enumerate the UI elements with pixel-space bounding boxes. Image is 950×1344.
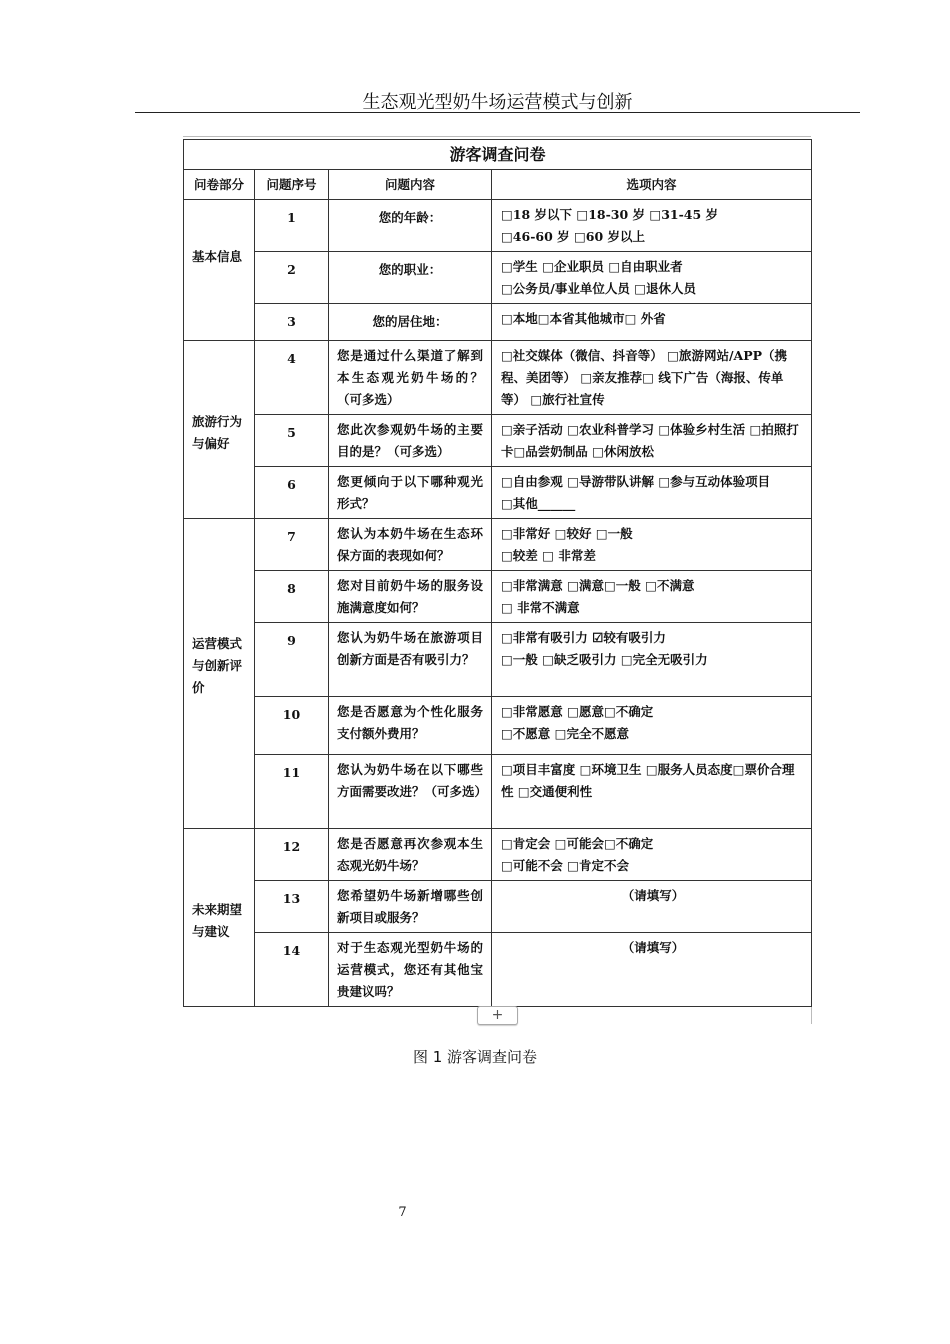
table-row xyxy=(184,697,812,755)
question-text: 您是否愿意为个性化服务支付额外费用？ xyxy=(329,697,492,755)
header-rule xyxy=(135,112,860,113)
question-text: 对于生态观光型奶牛场的运营模式，您还有其他宝贵建议吗？ xyxy=(329,933,492,1007)
option-content xyxy=(492,415,812,467)
question-number: 7 xyxy=(255,519,329,571)
question-text: 您是通过什么渠道了解到本生态观光奶牛场的？（可多选） xyxy=(329,341,492,415)
option-line: □非常有吸引力 ☑较有吸引力 xyxy=(501,630,666,645)
table-row xyxy=(184,341,812,415)
survey-table-container xyxy=(183,139,811,1007)
section-basic-info: 基本信息 xyxy=(184,200,255,341)
option-content xyxy=(492,755,812,829)
question-number: 2 xyxy=(255,252,329,304)
option-line: □学生 □企业职员 □自由职业者 xyxy=(501,259,683,274)
option-content xyxy=(492,252,812,304)
option-content xyxy=(492,829,812,881)
option-line: □项目丰富度 □环境卫生 □服务人员态度□票价合理性 □交通便利性 xyxy=(501,762,795,799)
table-row xyxy=(184,519,812,571)
option-line: □其他______ xyxy=(501,496,576,511)
question-text: 您是否愿意再次参观本生态观光奶牛场？ xyxy=(329,829,492,881)
section-future-suggestions: 未来期望与建议 xyxy=(184,829,255,1007)
option-content xyxy=(492,881,812,933)
header-options: 选项内容 xyxy=(492,170,812,200)
option-line: □非常好 □较好 □一般 xyxy=(501,526,633,541)
question-number: 1 xyxy=(255,200,329,252)
option-line: □不愿意 □完全不愿意 xyxy=(501,726,629,741)
table-row xyxy=(184,829,812,881)
option-content xyxy=(492,304,812,341)
option-line: □亲子活动 □农业科普学习 □体验乡村生活 □拍照打卡□品尝奶制品 □休闲放松 xyxy=(501,422,799,459)
table-title: 游客调查问卷 xyxy=(184,140,812,170)
question-text: 您的年龄： xyxy=(329,200,492,252)
option-line: □ 非常不满意 xyxy=(501,600,580,615)
table-row xyxy=(184,933,812,1007)
section-operation-evaluation: 运营模式与创新评价 xyxy=(184,519,255,829)
option-content xyxy=(492,467,812,519)
question-text: 您认为奶牛场在以下哪些方面需要改进？（可多选） xyxy=(329,755,492,829)
option-line: □自由参观 □导游带队讲解 □参与互动体验项目 xyxy=(501,474,771,489)
question-number: 8 xyxy=(255,571,329,623)
table-row xyxy=(184,200,812,252)
question-text: 您对目前奶牛场的服务设施满意度如何？ xyxy=(329,571,492,623)
option-line: □可能不会 □肯定不会 xyxy=(501,858,629,873)
survey-table xyxy=(183,139,812,1007)
option-content xyxy=(492,623,812,697)
question-number: 4 xyxy=(255,341,329,415)
option-line: □较差 □ 非常差 xyxy=(501,548,596,563)
fill-in-placeholder: （请填写） xyxy=(621,940,685,955)
table-row xyxy=(184,304,812,341)
question-number: 3 xyxy=(255,304,329,341)
question-number: 12 xyxy=(255,829,329,881)
question-text: 您更倾向于以下哪种观光形式？ xyxy=(329,467,492,519)
option-content xyxy=(492,341,812,415)
option-line: □肯定会 □可能会□不确定 xyxy=(501,836,654,851)
header-number: 问题序号 xyxy=(255,170,329,200)
option-line: □公务员/事业单位人员 □退休人员 xyxy=(501,281,697,296)
option-line: □社交媒体（微信、抖音等） □旅游网站/APP（携程、美团等） □亲友推荐□ 线下广告（海报、传单等） □旅行社宣传 xyxy=(501,348,788,407)
table-frame-line xyxy=(183,136,811,137)
option-line: □非常愿意 □愿意□不确定 xyxy=(501,704,654,719)
question-number: 9 xyxy=(255,623,329,697)
option-line: □一般 □缺乏吸引力 □完全无吸引力 xyxy=(501,652,708,667)
figure-caption: 图 1 游客调查问卷 xyxy=(412,1048,538,1066)
question-number: 5 xyxy=(255,415,329,467)
table-row xyxy=(184,881,812,933)
table-row xyxy=(184,571,812,623)
question-text: 您认为奶牛场在旅游项目创新方面是否有吸引力？ xyxy=(329,623,492,697)
question-text: 您此次参观奶牛场的主要目的是？（可多选） xyxy=(329,415,492,467)
question-text: 您希望奶牛场新增哪些创新项目或服务？ xyxy=(329,881,492,933)
option-line: □非常满意 □满意□一般 □不满意 xyxy=(501,578,695,593)
running-header: 生态观光型奶牛场运营模式与创新 xyxy=(362,92,633,113)
question-text: 您的居住地： xyxy=(329,304,492,341)
page-number: 7 xyxy=(398,1205,407,1220)
add-row-button[interactable]: + xyxy=(477,1006,518,1025)
header-section: 问卷部分 xyxy=(184,170,255,200)
option-line: □18 岁以下 □18-30 岁 □31-45 岁 xyxy=(501,207,719,222)
table-row xyxy=(184,467,812,519)
table-row xyxy=(184,252,812,304)
question-number: 6 xyxy=(255,467,329,519)
section-travel-behavior: 旅游行为与偏好 xyxy=(184,341,255,519)
question-number: 11 xyxy=(255,755,329,829)
header-question: 问题内容 xyxy=(329,170,492,200)
question-number: 10 xyxy=(255,697,329,755)
table-row xyxy=(184,755,812,829)
option-content xyxy=(492,200,812,252)
table-row xyxy=(184,623,812,697)
option-content xyxy=(492,697,812,755)
question-number: 13 xyxy=(255,881,329,933)
question-number: 14 xyxy=(255,933,329,1007)
question-text: 您的职业： xyxy=(329,252,492,304)
option-line: □46-60 岁 □60 岁以上 xyxy=(501,229,646,244)
table-row xyxy=(184,415,812,467)
option-content xyxy=(492,933,812,1007)
question-text: 您认为本奶牛场在生态环保方面的表现如何？ xyxy=(329,519,492,571)
option-content xyxy=(492,519,812,571)
option-content xyxy=(492,571,812,623)
fill-in-placeholder: （请填写） xyxy=(621,888,685,903)
option-line: □本地□本省其他城市□ 外省 xyxy=(501,311,666,326)
